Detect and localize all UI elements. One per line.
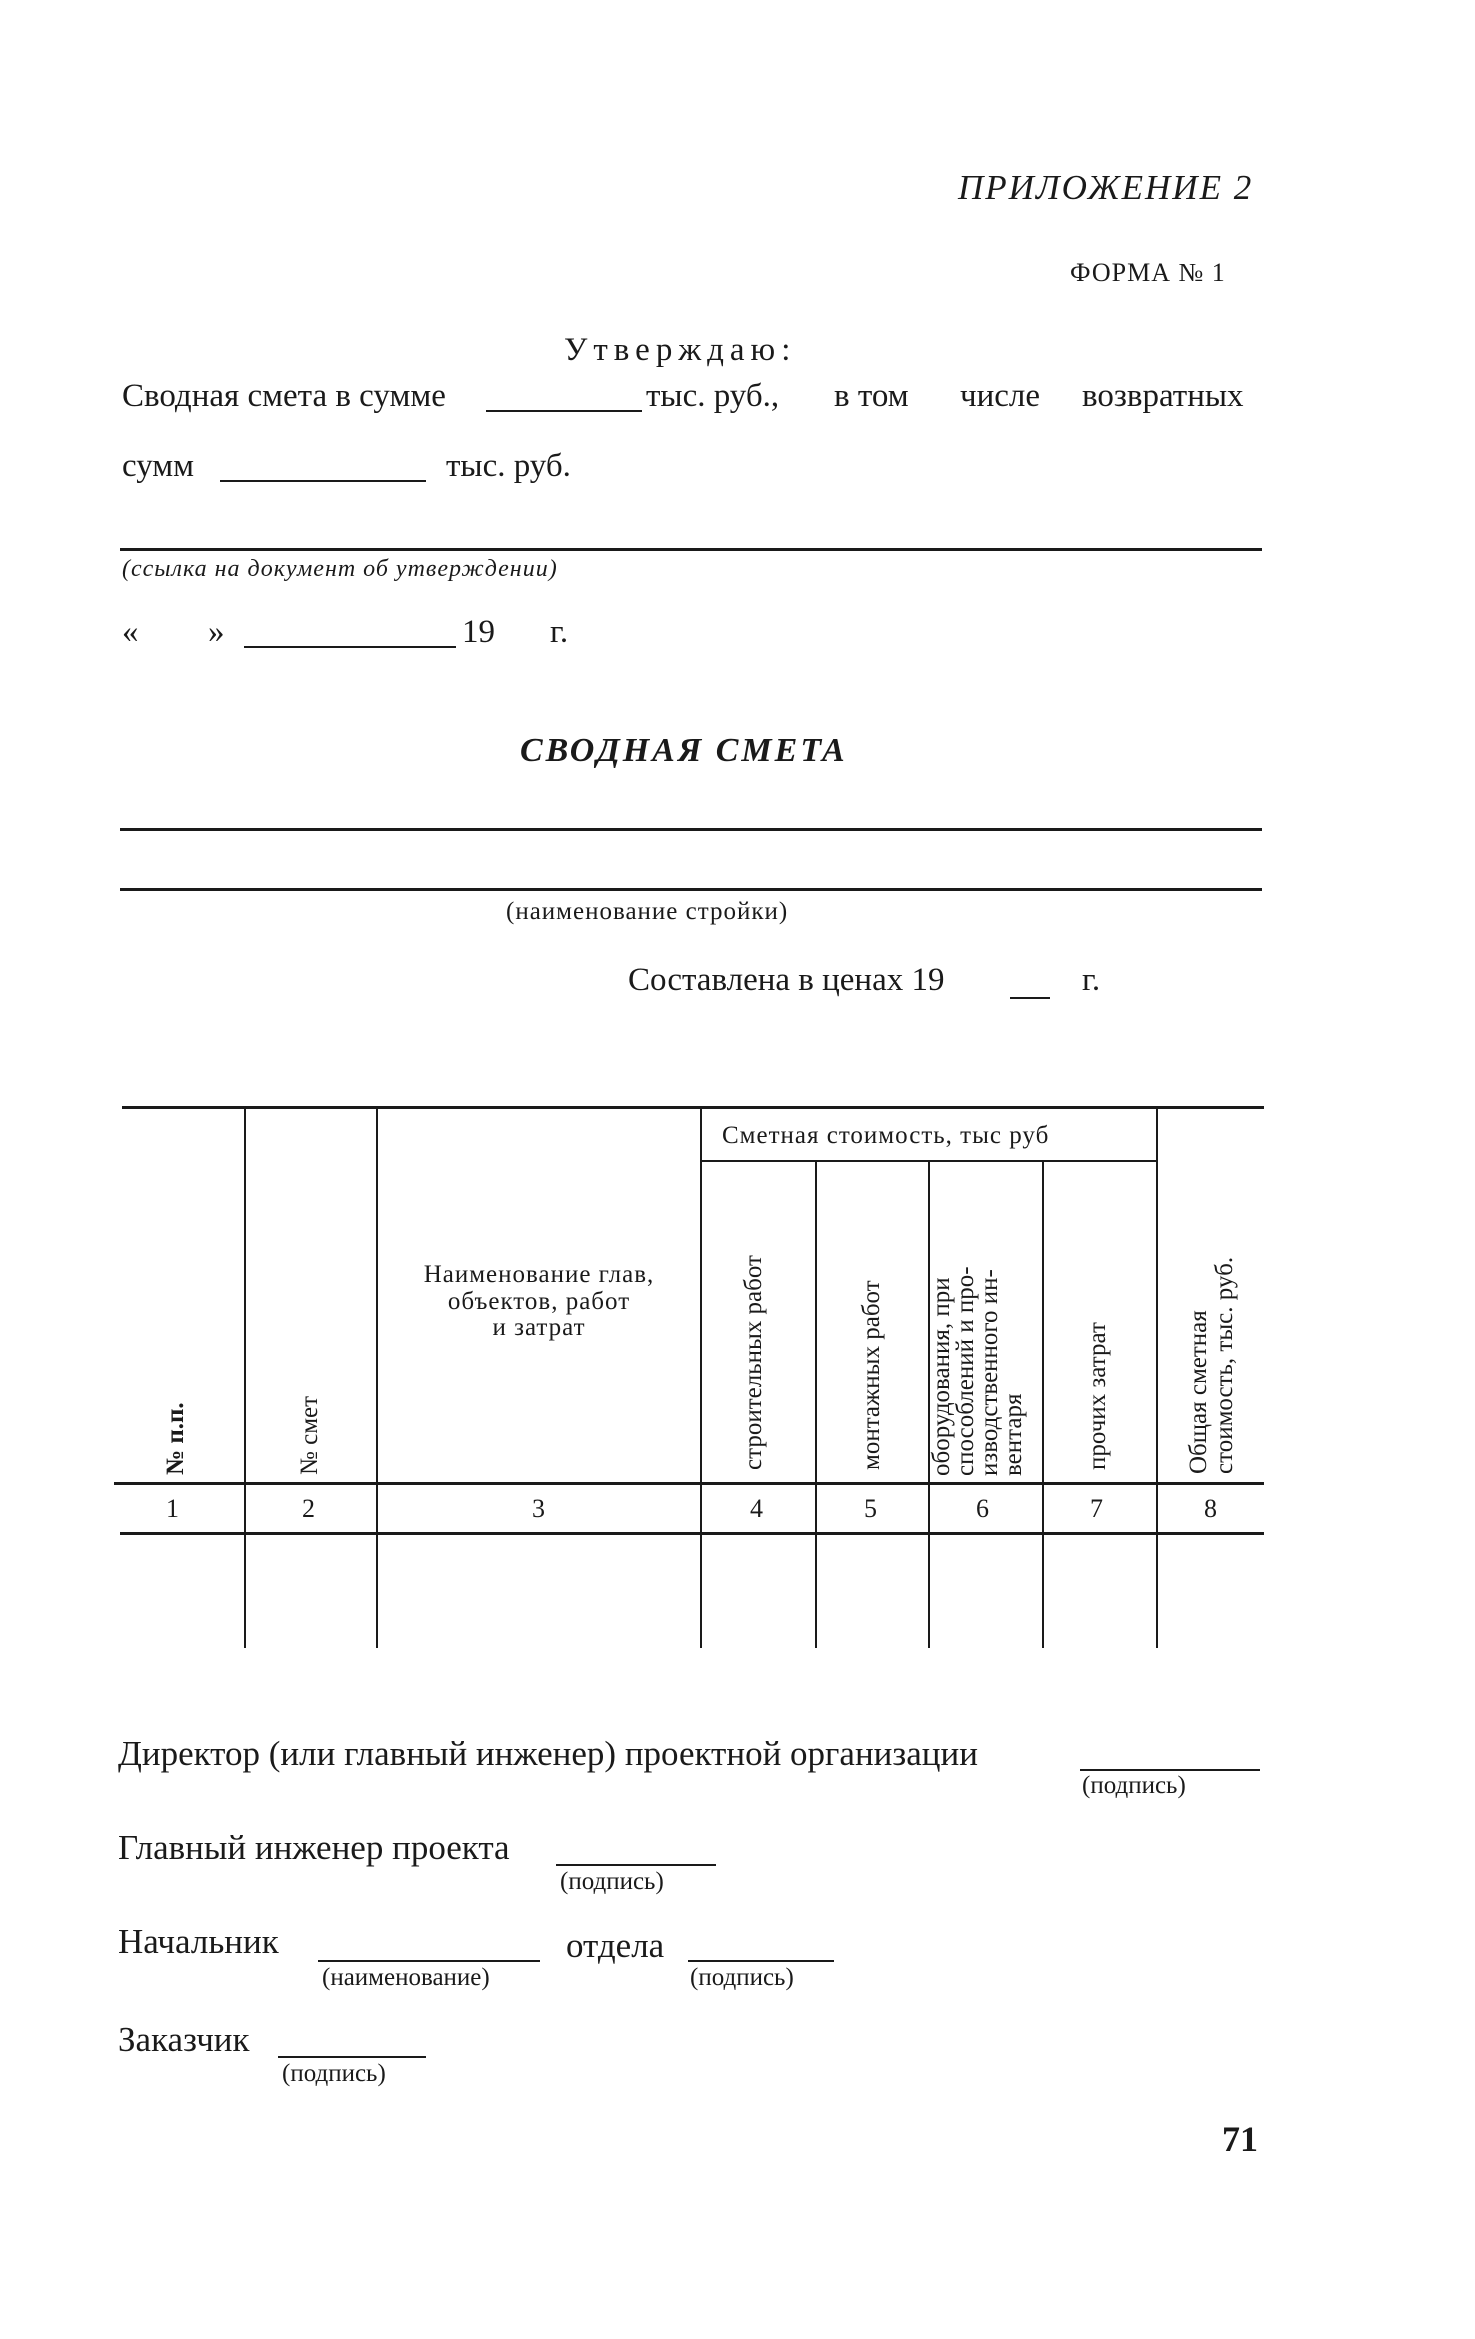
prices-year-blank bbox=[1010, 997, 1050, 999]
col-number-8: 8 bbox=[1204, 1494, 1217, 1523]
table-top-border bbox=[122, 1106, 1264, 1109]
col-number-6: 6 bbox=[976, 1494, 989, 1523]
col4-header: строительных работ bbox=[740, 1255, 767, 1470]
approval-title: Утверждаю: bbox=[564, 332, 797, 368]
return-sum-blank bbox=[220, 480, 426, 482]
col-number-2: 2 bbox=[302, 1494, 315, 1523]
page-number: 71 bbox=[1222, 2119, 1258, 2159]
approval-line1-c: в том bbox=[834, 378, 909, 414]
group-header-rule bbox=[700, 1160, 1156, 1162]
head-name-caption: (наименование) bbox=[322, 1964, 490, 1991]
date-year: 19 bbox=[462, 614, 495, 650]
approval-line1-a: Сводная смета в сумме bbox=[122, 378, 446, 414]
prices-line: Составлена в ценах 19 bbox=[628, 962, 945, 998]
col-sep-1 bbox=[244, 1108, 246, 1648]
group-header: Сметная стоимость, тыс руб bbox=[722, 1122, 1050, 1149]
col8-header: Общая сметная стоимость, тыс. руб. bbox=[1185, 1256, 1238, 1474]
col-number-7: 7 bbox=[1090, 1494, 1103, 1523]
col-sep-6 bbox=[1042, 1160, 1044, 1648]
director-sign-blank bbox=[1080, 1769, 1260, 1771]
head-dept-label: отдела bbox=[566, 1926, 665, 1965]
date-close-quote: » bbox=[208, 614, 225, 650]
date-blank bbox=[244, 646, 456, 648]
col-number-4: 4 bbox=[750, 1494, 763, 1523]
approval-line1-b: тыс. руб., bbox=[646, 378, 780, 414]
approval-line2-b: тыс. руб. bbox=[446, 448, 571, 484]
col7-header: прочих затрат bbox=[1084, 1322, 1111, 1470]
doc-ref-caption: (ссылка на документ об утверждении) bbox=[122, 556, 558, 582]
date-g: г. bbox=[550, 614, 569, 650]
chief-sign-caption: (подпись) bbox=[560, 1868, 664, 1895]
head-sign-caption: (подпись) bbox=[690, 1964, 794, 1991]
director-sign-caption: (подпись) bbox=[1082, 1772, 1186, 1799]
sum-blank bbox=[486, 410, 642, 412]
doc-ref-line bbox=[120, 548, 1262, 551]
construction-caption: (наименование стройки) bbox=[506, 898, 789, 925]
appendix-label: ПРИЛОЖЕНИЕ 2 bbox=[958, 168, 1254, 207]
construction-line-2 bbox=[120, 888, 1262, 891]
col-number-5: 5 bbox=[864, 1494, 877, 1523]
document-title: СВОДНАЯ СМЕТА bbox=[520, 732, 848, 769]
director-label: Директор (или главный инженер) проектной организации bbox=[118, 1734, 978, 1773]
col5-header: монтажных работ bbox=[858, 1280, 885, 1470]
chief-engineer-label: Главный инженер проекта bbox=[118, 1828, 510, 1867]
col3-header: Наименование глав, объектов, работ и затрат bbox=[423, 1261, 655, 1341]
head-label: Начальник bbox=[118, 1922, 279, 1961]
col-number-1: 1 bbox=[166, 1494, 179, 1523]
col6-header: оборудования, при способлений и про- изводственного ин- вентаря bbox=[928, 1266, 1027, 1476]
head-sign-blank bbox=[688, 1960, 834, 1962]
construction-line-1 bbox=[120, 828, 1262, 831]
col-sep-4 bbox=[815, 1160, 817, 1648]
col1-header: № п.п. bbox=[162, 1402, 189, 1475]
customer-sign-blank bbox=[278, 2056, 426, 2058]
header-bottom-border bbox=[114, 1482, 1264, 1485]
col-sep-7 bbox=[1156, 1108, 1158, 1648]
customer-sign-caption: (подпись) bbox=[282, 2060, 386, 2087]
head-name-blank bbox=[318, 1960, 540, 1962]
col-sep-3 bbox=[700, 1108, 702, 1648]
prices-g: г. bbox=[1082, 962, 1101, 998]
customer-label: Заказчик bbox=[118, 2020, 250, 2059]
col-number-3: 3 bbox=[532, 1494, 545, 1523]
chief-sign-blank bbox=[556, 1864, 716, 1866]
approval-line1-e: возвратных bbox=[1082, 378, 1244, 414]
date-open-quote: « bbox=[122, 614, 139, 650]
numbers-row-bottom-border bbox=[120, 1532, 1264, 1535]
col2-header: № смет bbox=[296, 1395, 323, 1475]
approval-line2-a: сумм bbox=[122, 448, 195, 484]
approval-line1-d: числе bbox=[960, 378, 1041, 414]
form-label: ФОРМА № 1 bbox=[1070, 258, 1226, 287]
col-sep-2 bbox=[376, 1108, 378, 1648]
